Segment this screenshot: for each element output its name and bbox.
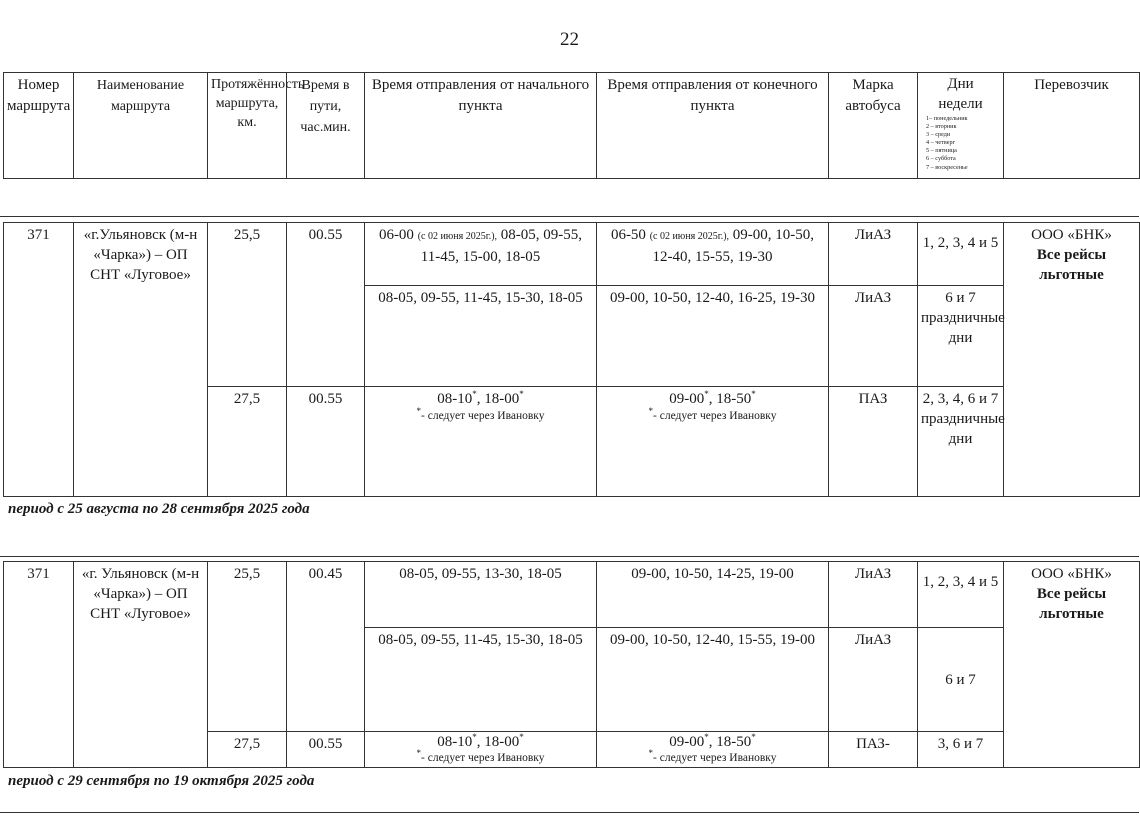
departure-end-cell — [597, 223, 829, 286]
page-number: 22 — [560, 29, 579, 50]
footnote-text: - следует через Ивановку — [421, 410, 545, 422]
departure-times — [368, 734, 593, 751]
travel-time: 00.55 — [287, 732, 365, 768]
departure-time: 08-10 — [437, 734, 473, 750]
route-number: 371 — [4, 223, 74, 497]
separator: , — [708, 734, 717, 750]
route-length: 25,5 — [208, 562, 287, 732]
bus-brand: ЛиАЗ — [829, 628, 918, 732]
week-days: 3, 6 и 7 — [918, 732, 1004, 768]
carrier-note: Все рейсы льготные — [1036, 247, 1107, 283]
star-mark: * — [751, 389, 756, 399]
travel-time: 00.45 — [287, 562, 365, 732]
departure-end-cell: 09-00, 10-50, 14-25, 19-00 — [597, 562, 829, 628]
departure-start-cell: 08-05, 09-55, 13-30, 18-05 — [365, 562, 597, 628]
header-route-number: Номер маршрута — [4, 73, 74, 179]
departure-times — [368, 389, 593, 409]
bus-brand: ЛиАЗ — [829, 286, 918, 387]
route-name: «г. Ульяновск (м-н «Чарка») – ОП СНТ «Луговое» — [74, 562, 208, 768]
days-legend-item: 5 – пятница — [926, 147, 957, 155]
week-days: 1, 2, 3, 4 и 5 — [918, 223, 1004, 286]
route-length: 27,5 — [208, 732, 287, 768]
route-length: 27,5 — [208, 387, 287, 497]
departure-start-cell — [365, 223, 597, 286]
star-mark: * — [648, 406, 654, 417]
days-legend-item: 1– понедельник — [926, 115, 968, 122]
route-number: 371 — [4, 562, 74, 768]
week-days: 6 и 7 — [918, 628, 1004, 732]
divider-line — [0, 556, 1139, 557]
header-route-name: Наименование маршрута — [74, 73, 208, 179]
departure-start-cell — [365, 732, 597, 768]
star-mark: * — [648, 748, 654, 759]
header-departure-end: Время отправления от конечного пункта — [597, 73, 829, 179]
carrier-name: ООО «БНК» — [1031, 227, 1112, 243]
departure-time: 18-50 — [716, 391, 752, 407]
travel-time: 00.55 — [287, 387, 365, 497]
route-footnote — [600, 748, 825, 765]
departure-date-note: (с 02 июня 2025г.), — [649, 231, 730, 242]
carrier-name: ООО «БНК» — [1031, 566, 1112, 582]
carrier-cell — [1004, 562, 1140, 768]
star-mark: * — [472, 732, 477, 742]
departure-end-cell — [597, 387, 829, 497]
separator: , — [476, 734, 485, 750]
departure-time: 09-00 — [669, 391, 705, 407]
carrier-cell — [1004, 223, 1140, 497]
footnote-text: - следует через Ивановку — [653, 410, 777, 422]
departure-times: 09-00, 10-50, 12-40, 15-55, 19-30 — [652, 227, 815, 265]
footnote-text: - следует через Ивановку — [653, 752, 777, 764]
bus-brand: ЛиАЗ — [829, 223, 918, 286]
star-mark: * — [519, 389, 524, 399]
bus-brand: ПАЗ — [829, 387, 918, 497]
bus-brand: ЛиАЗ — [829, 562, 918, 628]
route-length: 25,5 — [208, 223, 287, 387]
header-carrier: Перевозчик — [1004, 73, 1140, 179]
days-legend-item: 6 – суббота — [926, 155, 956, 163]
week-days: 6 и 7 праздничные дни — [918, 286, 1004, 387]
departure-start-cell: 08-05, 09-55, 11-45, 15-30, 18-05 — [365, 628, 597, 732]
departure-times — [600, 734, 825, 751]
period-label: период с 29 сентября по 19 октября 2025 года — [8, 773, 315, 789]
star-mark: * — [416, 748, 422, 759]
travel-time: 00.55 — [287, 223, 365, 387]
period-label: период с 25 августа по 28 сентября 2025 года — [8, 501, 310, 517]
departure-start-cell — [365, 387, 597, 497]
star-mark: * — [704, 732, 709, 742]
departure-end-cell: 09-00, 10-50, 12-40, 16-25, 19-30 — [597, 286, 829, 387]
departure-start-cell: 08-05, 09-55, 11-45, 15-30, 18-05 — [365, 286, 597, 387]
days-legend-item: 4 – четверг — [926, 139, 956, 147]
schedule-block-1 — [3, 222, 1140, 497]
departure-time: 09-00 — [669, 734, 705, 750]
departure-time: 06-00 — [378, 227, 414, 243]
schedule-header — [3, 72, 1140, 179]
header-days-title: Дни недели — [938, 76, 983, 112]
carrier-note: Все рейсы льготные — [1036, 586, 1107, 622]
schedule-block-2 — [3, 561, 1140, 768]
days-legend-item: 7 – воскресенье — [926, 163, 968, 171]
star-mark: * — [519, 732, 524, 742]
route-footnote — [368, 748, 593, 765]
star-mark: * — [472, 389, 477, 399]
divider-line — [0, 216, 1139, 217]
bus-brand: ПАЗ- — [829, 732, 918, 768]
header-length: Протяжённость маршрута, км. — [208, 73, 287, 179]
departure-end-cell — [597, 732, 829, 768]
departure-time: 18-50 — [716, 734, 752, 750]
departure-times: 08-05, 09-55, 11-45, 15-00, 18-05 — [420, 227, 583, 265]
star-mark: * — [751, 732, 756, 742]
departure-time: 18-00 — [484, 734, 520, 750]
route-name: «г.Ульяновск (м-н «Чарка») – ОП СНТ «Луговое» — [74, 223, 208, 497]
departure-times — [600, 389, 825, 409]
days-legend-item: 3 – среди — [926, 131, 951, 139]
days-legend — [926, 115, 1001, 172]
days-legend-item: 2 – вторник — [926, 123, 957, 131]
departure-date-note: (с 02 июня 2025г.), — [417, 231, 498, 242]
separator: , — [476, 391, 485, 407]
route-footnote — [600, 406, 825, 423]
departure-time: 08-10 — [437, 391, 473, 407]
departure-time: 06-50 — [610, 227, 646, 243]
departure-end-cell: 09-00, 10-50, 12-40, 15-55, 19-00 — [597, 628, 829, 732]
week-days: 2, 3, 4, 6 и 7 праздничные дни — [918, 387, 1004, 497]
footnote-text: - следует через Ивановку — [421, 752, 545, 764]
separator: , — [708, 391, 717, 407]
divider-line — [0, 812, 1139, 813]
star-mark: * — [416, 406, 422, 417]
header-bus-brand: Марка автобуса — [829, 73, 918, 179]
star-mark: * — [704, 389, 709, 399]
header-travel-time-text: Время в пути, час.мин. — [300, 78, 351, 135]
header-departure-start: Время отправления от начального пункта — [365, 73, 597, 179]
week-days: 1, 2, 3, 4 и 5 — [918, 562, 1004, 628]
header-days — [918, 73, 1004, 179]
departure-time: 18-00 — [484, 391, 520, 407]
route-footnote — [368, 406, 593, 423]
